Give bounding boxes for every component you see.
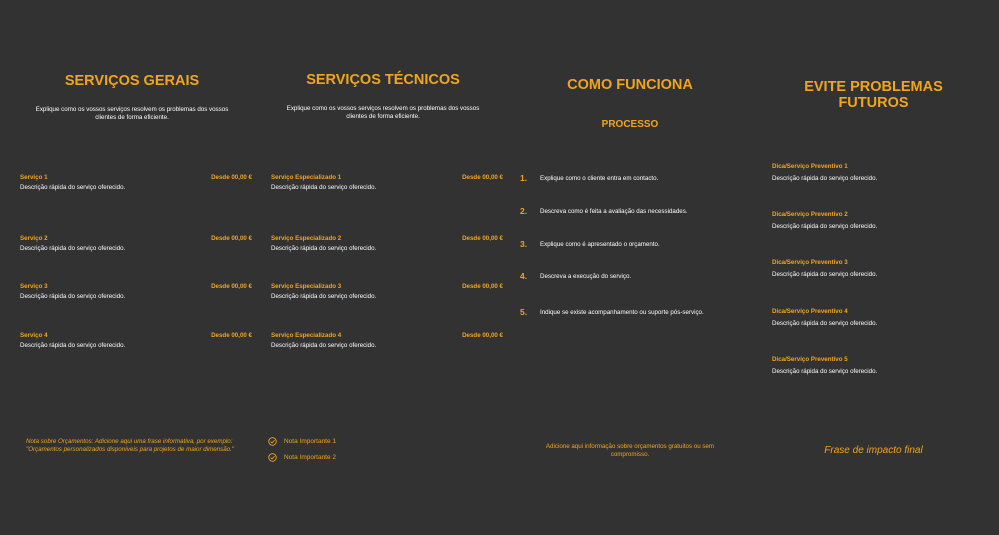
step-number: 5. [520, 307, 528, 317]
process-step [520, 307, 704, 317]
tip-desc: Descrição rápida do serviço oferecido. [772, 320, 878, 327]
step-number: 1. [520, 173, 528, 183]
check-circle-icon [268, 453, 277, 462]
step-text: Indique se existe acompanhamento ou suporte pós-serviço. [540, 308, 704, 316]
tip-item [772, 163, 877, 183]
process-step [520, 173, 658, 183]
service-name: Serviço Especializado 3 [271, 283, 342, 290]
service-price: Desde 00,00 € [462, 332, 503, 339]
service-price: Desde 00,00 € [211, 332, 252, 339]
service-desc: Descrição rápida do serviço oferecido. [271, 342, 377, 349]
service-price: Desde 00,00 € [211, 283, 252, 290]
orcamentos-note: Nota sobre Orçamentos: Adicione aqui uma frase informativa, por exemplo: "Orçamentos personalizados disponíveis para projetos de maior dimensão." [26, 438, 235, 453]
tip-name: Dica/Serviço Preventivo 2 [772, 211, 848, 218]
service-name: Serviço 3 [20, 283, 48, 290]
service-price: Desde 00,00 € [462, 174, 503, 181]
service-desc: Descrição rápida do serviço oferecido. [20, 342, 126, 349]
tip-name: Dica/Serviço Preventivo 1 [772, 163, 848, 170]
service-name: Serviço 1 [20, 174, 48, 181]
tip-name: Dica/Serviço Preventivo 3 [772, 259, 848, 266]
title-line: EVITE PROBLEMAS [804, 79, 943, 95]
service-item [20, 235, 252, 253]
servicos-gerais-title: SERVIÇOS GERAIS [64, 73, 200, 89]
impact-phrase: Frase de impacto final [824, 445, 923, 456]
service-desc: Descrição rápida do serviço oferecido. [20, 184, 126, 191]
service-name: Serviço Especializado 1 [271, 174, 342, 181]
tip-item [772, 356, 877, 376]
tip-desc: Descrição rápida do serviço oferecido. [772, 368, 878, 375]
tip-desc: Descrição rápida do serviço oferecido. [772, 223, 878, 230]
servicos-gerais-intro: Explique como os vossos serviços resolvem os problemas dos vossos clientes de forma eficiente. [35, 106, 229, 121]
service-name: Serviço Especializado 4 [271, 332, 342, 339]
servicos-tecnicos-title: SERVIÇOS TÉCNICOS [306, 72, 460, 88]
note-important-2 [268, 453, 336, 462]
service-desc: Descrição rápida do serviço oferecido. [20, 245, 126, 252]
process-step [520, 239, 660, 249]
step-number: 2. [520, 206, 528, 216]
service-item [20, 283, 252, 301]
tip-item [772, 211, 877, 231]
tip-item [772, 308, 877, 328]
tip-desc: Descrição rápida do serviço oferecido. [772, 175, 878, 182]
step-number: 3. [520, 239, 528, 249]
evite-problemas-title [766, 79, 981, 111]
title-line: FUTUROS [838, 95, 909, 111]
note-important-1 [268, 437, 336, 446]
service-desc: Descrição rápida do serviço oferecido. [20, 293, 126, 300]
service-price: Desde 00,00 € [211, 174, 252, 181]
service-item [271, 174, 503, 192]
process-step [520, 206, 688, 216]
service-desc: Descrição rápida do serviço oferecido. [271, 184, 377, 191]
service-price: Desde 00,00 € [462, 235, 503, 242]
tip-name: Dica/Serviço Preventivo 5 [772, 356, 848, 363]
service-desc: Descrição rápida do serviço oferecido. [271, 245, 377, 252]
tip-desc: Descrição rápida do serviço oferecido. [772, 271, 878, 278]
servicos-tecnicos-intro: Explique como os vossos serviços resolvem os problemas dos vossos clientes de forma eficiente. [286, 105, 480, 120]
processo-subtitle: PROCESSO [601, 119, 659, 130]
note-label: Nota Importante 2 [284, 454, 337, 461]
step-text: Explique como é apresentado o orçamento. [540, 240, 660, 248]
como-funciona-title: COMO FUNCIONA [567, 77, 693, 93]
service-item [271, 283, 503, 301]
service-name: Serviço Especializado 2 [271, 235, 342, 242]
service-name: Serviço 2 [20, 235, 48, 242]
step-text: Explique como o cliente entra em contacto. [540, 174, 659, 182]
tip-item [772, 259, 877, 279]
tip-name: Dica/Serviço Preventivo 4 [772, 308, 848, 315]
step-text: Descreva como é feita a avaliação das necessidades. [540, 207, 688, 215]
orcamentos-info: Adicione aqui informação sobre orçamentos gratuitos ou sem compromisso. [545, 443, 715, 458]
service-desc: Descrição rápida do serviço oferecido. [271, 293, 377, 300]
process-step [520, 271, 631, 281]
service-item [20, 174, 252, 192]
step-text: Descreva a execução do serviço. [540, 272, 632, 280]
service-item [20, 332, 252, 350]
service-item [271, 332, 503, 350]
service-price: Desde 00,00 € [211, 235, 252, 242]
check-circle-icon [268, 437, 277, 446]
service-item [271, 235, 503, 253]
step-number: 4. [520, 271, 528, 281]
service-price: Desde 00,00 € [462, 283, 503, 290]
note-label: Nota Importante 1 [284, 438, 337, 445]
service-name: Serviço 4 [20, 332, 48, 339]
